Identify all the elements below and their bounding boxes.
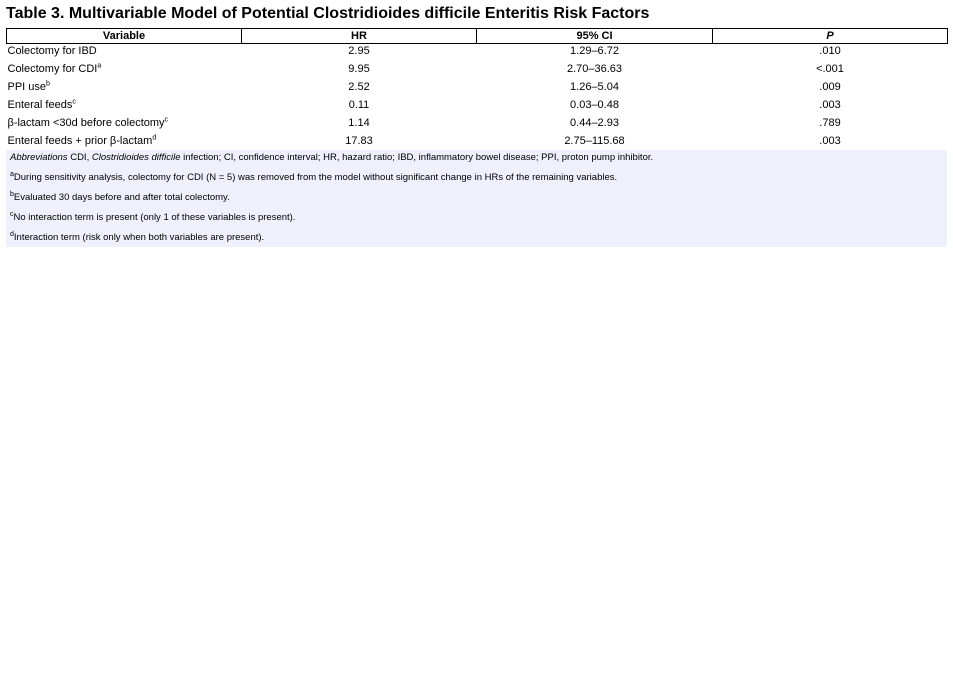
- footnote-mark: d: [10, 230, 14, 238]
- footnote-a: [10, 172, 617, 183]
- footnote-mark: c: [72, 98, 76, 106]
- table-row: [7, 116, 948, 134]
- footnote-b: [10, 192, 230, 203]
- row-ci: 0.44–2.93: [570, 117, 619, 129]
- row-variable: [7, 62, 242, 80]
- footnote-text: During sensitivity analysis, colectomy for CDI (N = 5) was removed from the model without significant change in HRs of the remaining variables.: [13, 172, 618, 183]
- row-hr: 1.14: [348, 117, 370, 129]
- table-row: [7, 62, 948, 80]
- row-p: .010: [819, 45, 841, 57]
- footnote-text: Interaction term (risk only when both variables are present).: [13, 232, 265, 243]
- abbr-italic-term: Clostridioides difficile: [91, 152, 181, 163]
- variable-label: β-lactam <30d before colectomy: [7, 117, 165, 129]
- footnote-text: Evaluated 30 days before and after total colectomy.: [13, 192, 230, 203]
- footnote-mark: c: [164, 116, 169, 124]
- table-title: Table 3. Multivariable Model of Potential Clostridioides difficile Enteritis Risk Factors: [6, 5, 650, 22]
- variable-label: Colectomy for IBD: [7, 45, 97, 57]
- table-row: [7, 80, 948, 98]
- abbr-text-2: infection; CI, confidence interval; HR, hazard ratio; IBD, inflammatory bowel disease; PPI, proton pump inhibitor.: [180, 152, 654, 163]
- footnote-mark: b: [46, 80, 50, 88]
- abbreviations-note: [10, 152, 653, 163]
- row-p: .789: [819, 117, 841, 129]
- risk-factor-table: [6, 28, 948, 152]
- footnote-mark: d: [152, 134, 157, 142]
- table-row: [7, 98, 948, 116]
- row-ci: 1.26–5.04: [570, 81, 619, 93]
- table-footnotes: [6, 150, 947, 247]
- footnote-mark: b: [10, 190, 14, 198]
- header-hr: HR: [242, 29, 477, 44]
- row-p: <.001: [816, 63, 844, 75]
- abbr-text-1: CDI,: [67, 152, 92, 163]
- row-hr: 9.95: [348, 63, 370, 75]
- row-variable: [7, 98, 242, 116]
- row-variable: [7, 116, 242, 134]
- row-variable: [7, 80, 242, 98]
- header-ci: 95% CI: [477, 29, 713, 44]
- footnote-mark: c: [10, 210, 14, 218]
- row-hr: 2.95: [348, 45, 370, 57]
- row-variable: [7, 44, 242, 63]
- variable-label: Colectomy for CDI: [7, 63, 98, 75]
- variable-label: PPI use: [7, 81, 47, 93]
- row-ci: 2.75–115.68: [564, 135, 625, 147]
- row-p: .009: [819, 81, 841, 93]
- variable-label: Enteral feeds + prior β-lactam: [7, 135, 153, 147]
- footnote-c: [10, 212, 295, 223]
- row-ci: 1.29–6.72: [570, 45, 619, 57]
- row-hr: 2.52: [348, 81, 370, 93]
- row-hr: 0.11: [348, 99, 370, 111]
- header-p: P: [713, 29, 948, 44]
- abbreviations-label: Abbreviations: [10, 152, 68, 163]
- header-variable: Variable: [7, 29, 242, 44]
- footnote-mark: a: [97, 62, 102, 70]
- footnote-mark: a: [10, 170, 14, 178]
- row-ci: 0.03–0.48: [570, 99, 619, 111]
- footnote-text: No interaction term is present (only 1 of these variables is present).: [13, 212, 296, 223]
- table-row: [7, 44, 948, 63]
- row-p: .003: [819, 135, 841, 147]
- footnote-d: [10, 232, 264, 243]
- variable-label: Enteral feeds: [7, 99, 73, 111]
- row-ci: 2.70–36.63: [566, 63, 623, 75]
- table-header-row: [7, 29, 948, 44]
- row-hr: 17.83: [345, 135, 373, 147]
- row-p: .003: [819, 99, 841, 111]
